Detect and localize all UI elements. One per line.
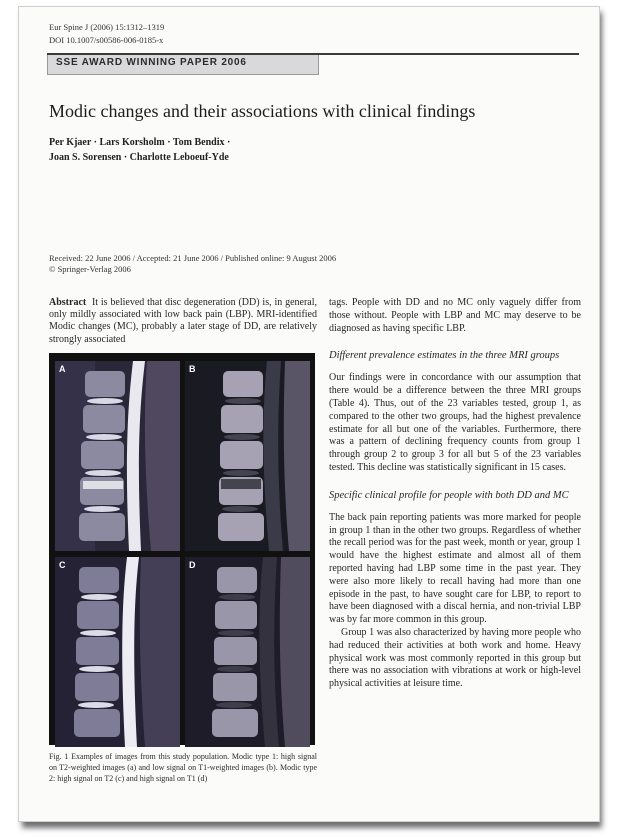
section-heading-clinical-profile: Specific clinical profile for people with both DD and MC [329,489,569,501]
authors-line-2: Joan S. Sorensen · Charlotte Leboeuf-Yde [49,152,229,163]
mri-panel-d [185,557,310,747]
mri-image-c [55,557,180,747]
authors-line-1: Per Kjaer · Lars Korsholm · Tom Bendix · [49,137,231,148]
mri-panel-b [185,361,310,551]
panel-label-b: B [189,364,196,374]
abstract-text: It is believed that disc degeneration (DD) is, in general, only mildly associated with low back pain (LBP). MRI-identified Modic changes (MC), probably a later stage of DD, are relatively strongly associated [49,297,318,345]
award-label: SSE AWARD WINNING PAPER 2006 [56,57,247,68]
paragraph-activities: Group 1 was also characterized by having more people who had reduced their activities at both work and home. Heavy physical work was most commonly reported in this group but there was no association with vibrations at work or high-level physical activities at leisure time. [329,626,581,690]
panel-label-a: A [59,364,66,374]
abstract [49,297,317,346]
panel-label-d: D [189,560,196,570]
award-banner [47,53,319,75]
paragraph-continued: tags. People with DD and no MC only vaguely differ from those without. People with LBP and MC may deserve to be diagnosed as having specific LBP. [329,297,581,334]
mri-image-a [55,361,180,551]
mri-panel-a [55,361,180,551]
paragraph-prevalence: Our findings were in concordance with our assumption that there would be a difference between the three MRI groups (Table 4). Thus, out of the 23 variables tested, group 1, as compared to the other two groups, had the highest prevalence estimate for all but one of the variables. Furthermore, there was a pattern of declining frequency counts from group 1 through group 2 to group 3 for all but 5 of the 23 variables tested. This decline was statistically significant in 15 cases. [329,372,581,473]
left-column [49,297,317,346]
journal-reference [49,21,164,47]
mri-image-b [185,361,310,551]
figure-caption: Fig. 1 Examples of images from this study population. Modic type 1: high signal on T2-weighted images (a) and low signal on T1-weighted images (b). Modic type 2: high signal on T2 (c) and high signal on T1 (d) [49,752,317,783]
mri-image-d [185,557,310,747]
journal-doi: DOI 10.1007/s00586-006-0185-x [49,35,164,45]
received-info [49,253,336,275]
received-dates: Received: 22 June 2006 / Accepted: 21 June 2006 / Published online: 9 August 2006 [49,253,337,263]
paragraph-clinical-profile: The back pain reporting patients was more marked for people in group 1 than in the other two groups. Regardless of whether the recall period was for the past week, month or year, group 1 would have the highest estimate and almost all of them reported having had LBP some time in the past year. They were also more likely to recall having had more than one episode in the past, to have sought care for LBP, to report to have been diagnosed with a discal hernia, and non-trivial LBP was by far more common in this group. [329,511,581,626]
mri-panel-c [55,557,180,747]
author-list [49,135,230,165]
paper-page [18,6,600,822]
mri-figure [49,353,315,745]
section-heading-prevalence: Different prevalence estimates in the three MRI groups [329,350,560,362]
header-rule [47,53,579,55]
right-column [329,297,581,691]
paper-title: Modic changes and their associations with clinical findings [49,101,476,121]
abstract-label: Abstract [49,297,87,308]
journal-citation: Eur Spine J (2006) 15:1312–1319 [49,22,165,32]
copyright: © Springer-Verlag 2006 [49,264,131,274]
panel-label-c: C [59,560,66,570]
